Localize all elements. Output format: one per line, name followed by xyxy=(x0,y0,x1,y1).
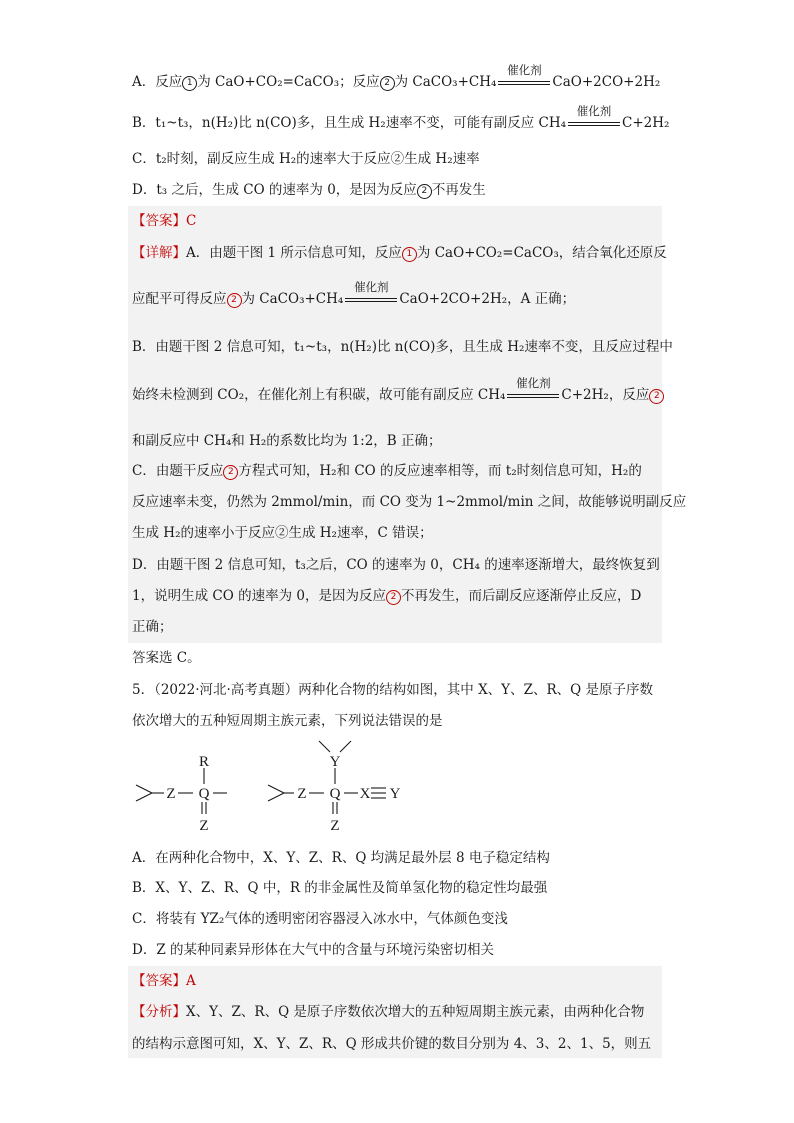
circled-two-icon: 2 xyxy=(386,590,401,605)
catalyst-arrow: 催化剂 xyxy=(343,289,399,309)
q4-detail-d-line2: 1，说明生成 CO 的速率为 0，是因为反应 2 不再发生，而后副反应逐渐停止反应，D xyxy=(132,588,642,604)
q5-option-b: B．X、Y、Z、R、Q 中，R 的非金属性及简单氢化物的稳定性均最强 xyxy=(132,880,548,896)
q5-stem-line1: 5．（2022·河北·高考真题）两种化合物的结构如图，其中 X、Y、Z、R、Q 是原子序数 xyxy=(132,682,653,698)
q5-option-d: D．Z 的某种同素异形体在大气中的含量与环境污染密切相关 xyxy=(132,942,494,958)
catalyst-arrow: 催化剂 xyxy=(505,385,561,405)
atom-label: Z xyxy=(297,786,307,802)
q4-detail-a-line1: 【详解】A．由题干图 1 所示信息可知，反应 1 为 CaO+CO₂=CaCO₃，结合氧化还原反 xyxy=(132,245,667,261)
circled-two-icon: 2 xyxy=(649,389,664,404)
circled-two-icon: 2 xyxy=(223,465,238,480)
atom-label: Y xyxy=(389,786,401,802)
catalyst-arrow: 催化剂 xyxy=(496,72,552,92)
circled-one-icon: 1 xyxy=(182,76,197,91)
q5-option-a: A．在两种化合物中，X、Y、Z、R、Q 均满足最外层 8 电子稳定结构 xyxy=(132,850,550,866)
catalyst-arrow: 催化剂 xyxy=(566,113,622,133)
q4-detail-b-line2: 始终未检测到 CO₂，在催化剂上有积碳，故可能有副反应 CH₄ 催化剂 C+2H₂，反应 2 xyxy=(132,385,664,405)
atom-label: Z xyxy=(199,818,209,834)
q4-detail-c-line3: 生成 H₂的速率小于反应②生成 H₂速率，C 错误； xyxy=(132,525,433,541)
q4-detail-b-line1: B．由题干图 2 信息可知，t₁~t₃，n(H₂)比 n(CO)多，且生成 H₂速率不变，且反应过程中 xyxy=(132,339,673,355)
q4-detail-d-line3: 正确； xyxy=(132,619,173,635)
q4-detail-d-line1: D．由题干图 2 信息可知，t₃之后，CO 的速率为 0，CH₄ 的速率逐渐增大，最终恢复到 xyxy=(132,557,660,573)
circled-one-icon: 1 xyxy=(402,247,417,262)
q5-option-c: C．将装有 YZ₂气体的透明密闭容器浸入冰水中，气体颜色变浅 xyxy=(132,911,508,927)
q4-detail-b-line3: 和副反应中 CH₄和 H₂的系数比均为 1:2，B 正确； xyxy=(132,433,442,449)
q4-answer: 【答案】C xyxy=(132,213,197,229)
answer-block-q4 xyxy=(128,206,662,643)
q4-option-b: B．t₁~t₃，n(H₂)比 n(CO)多，且生成 H₂速率不变，可能有副反应 CH₄ 催化剂 C+2H₂ xyxy=(132,104,670,131)
circled-two-icon: 2 xyxy=(417,184,432,199)
q4-final-answer: 答案选 C。 xyxy=(132,650,201,666)
atom-label: R xyxy=(198,754,210,770)
atom-label: Y xyxy=(329,754,341,770)
q5-stem-line2: 依次增大的五种短周期主族元素，下列说法错误的是 xyxy=(132,713,443,729)
circled-two-icon: 2 xyxy=(227,293,242,308)
q4-detail-c-line1: C．由题干反应 2 方程式可知，H₂和 CO 的反应速率相等，而 t₂时刻信息可知，H₂的 xyxy=(132,463,642,479)
atom-label: Q xyxy=(198,786,210,802)
q4-option-c: C．t₂时刻，副反应生成 H₂的速率大于反应②生成 H₂速率 xyxy=(132,151,480,167)
q4-detail-c-line2: 反应速率未变，仍然为 2mmol/min，而 CO 变为 1~2mmol/min 之间，故能够说明副反应 xyxy=(132,494,687,510)
atom-label: Q xyxy=(329,786,341,802)
circled-two-icon: 2 xyxy=(380,76,395,91)
atom-label: X xyxy=(359,786,371,802)
q5-answer: 【答案】A xyxy=(132,973,196,989)
atom-label: Z xyxy=(166,786,176,802)
structure-diagram xyxy=(130,738,430,838)
q4-detail-a-line2: 应配平可得反应 2 为 CaCO₃+CH₄ 催化剂 CaO+2CO+2H₂，A 正确； xyxy=(132,280,576,307)
atom-label: Z xyxy=(330,818,340,834)
q5-analysis-line2: 的结构示意图可知，X、Y、Z、R、Q 形成共价键的数目分别为 4、3、2、1、5，则五 xyxy=(132,1036,652,1052)
q5-analysis-line1: 【分析】X、Y、Z、R、Q 是原子序数依次增大的五种短周期主族元素，由两种化合物 xyxy=(132,1004,645,1020)
q4-option-d: D．t₃ 之后，生成 CO 的速率为 0，是因为反应 2 不再发生 xyxy=(132,182,486,198)
q4-option-a: A．反应 1 为 CaO+CO₂=CaCO₃；反应 2 为 CaCO₃+CH₄ 催化剂 CaO+2CO+2H₂ xyxy=(132,63,661,90)
